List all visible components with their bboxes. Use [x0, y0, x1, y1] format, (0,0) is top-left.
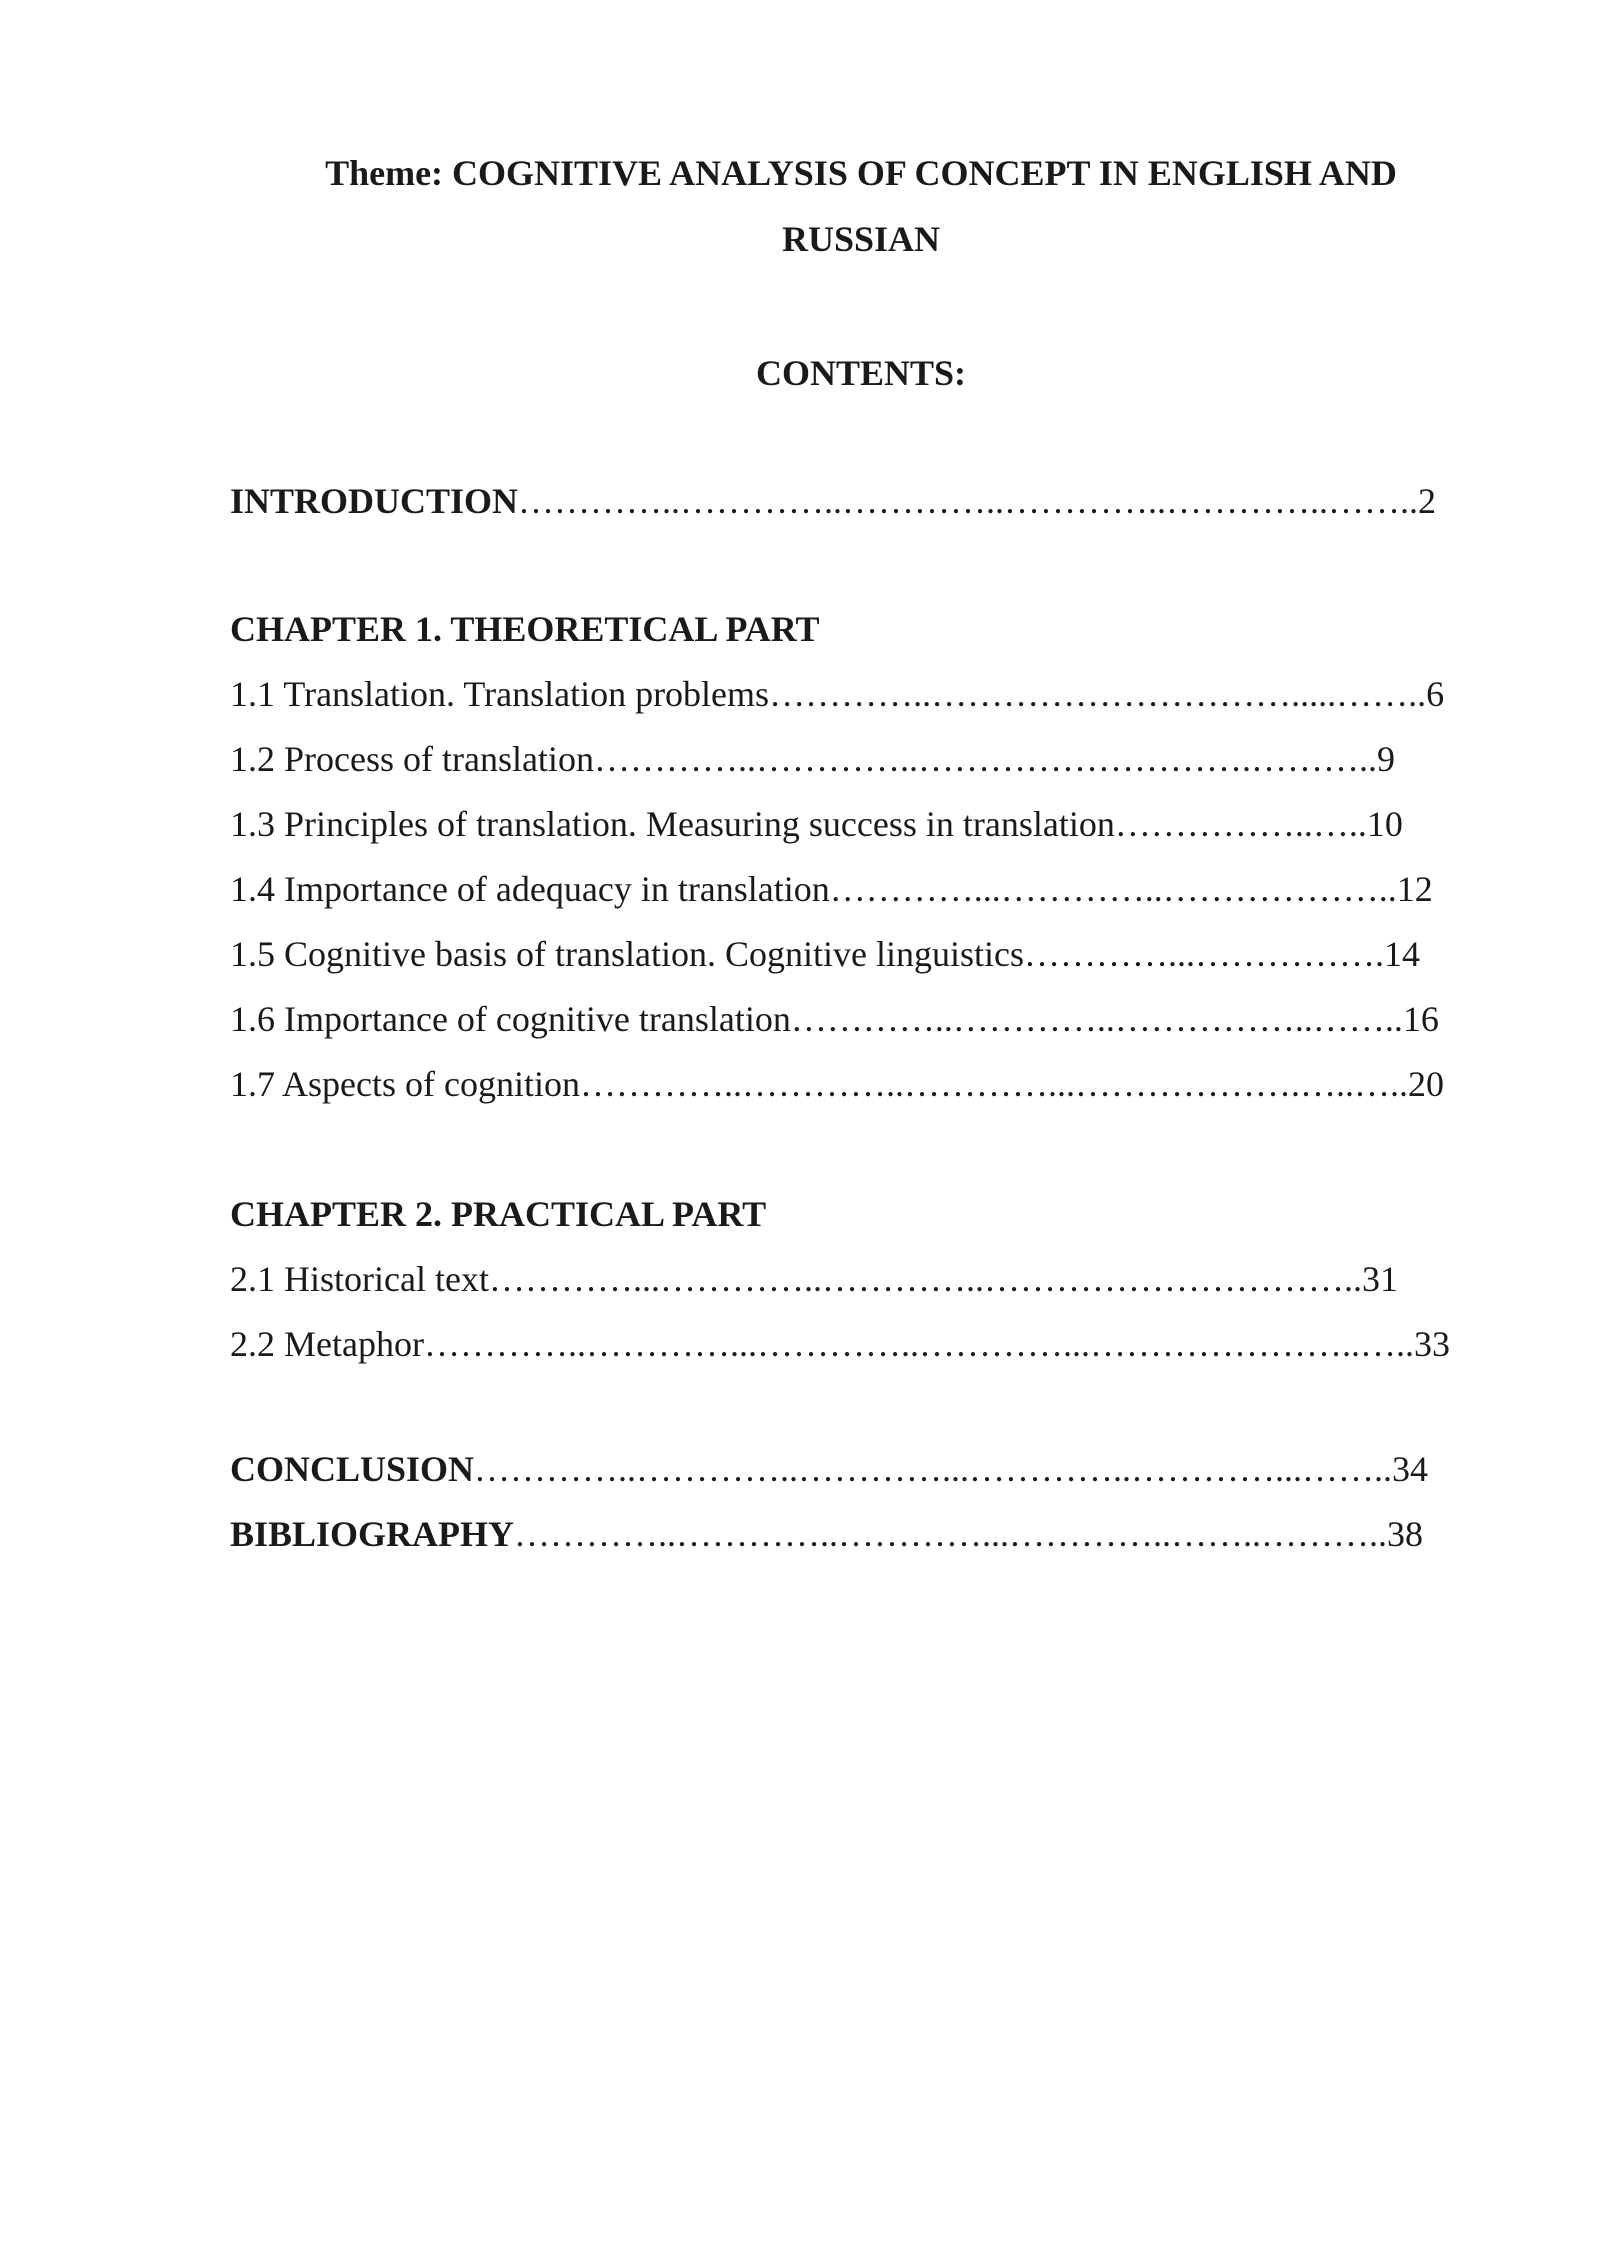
toc-page-number: 31 [1361, 1259, 1398, 1299]
toc-entry-label: 1.1 Translation. Translation problems [230, 674, 770, 714]
toc-entry-label: 2.1 Historical text [230, 1259, 489, 1299]
toc-page-number: 38 [1387, 1514, 1424, 1554]
toc-leader-dots: …………..…………..……………………….……….. [593, 739, 1377, 779]
toc-entry-1-1 [230, 661, 1444, 727]
toc-page-number: 9 [1376, 739, 1395, 779]
contents-heading: CONTENTS: [755, 353, 967, 393]
toc-leader-dots: …………..…………..…………..…………..…………..…….. [518, 481, 1419, 521]
toc-leader-dots: …………...…………..……………….. [829, 869, 1397, 909]
toc-entry-label: BIBLIOGRAPHY [230, 1514, 515, 1554]
toc-entry-label: INTRODUCTION [230, 481, 519, 521]
toc-entry-introduction [230, 468, 1436, 534]
toc-entry-label: 1.3 Principles of translation. Measuring success in translation [230, 804, 1115, 844]
toc-entry-2-1 [230, 1246, 1398, 1312]
toc-page-number: 16 [1402, 999, 1439, 1039]
toc-page-number: 12 [1396, 869, 1433, 909]
toc-entry-label: 1.4 Importance of adequacy in translation [230, 869, 830, 909]
title-line-2: RUSSIAN [781, 219, 941, 259]
toc-leader-dots: …………..…………...…………..…………...…………………..….. [423, 1324, 1414, 1364]
toc-leader-dots: …………..…………..…………...…………..……..……….. [514, 1514, 1388, 1554]
toc-entry-label: CONCLUSION [230, 1449, 475, 1489]
toc-leader-dots: …………..…………..……………..…….. [790, 999, 1403, 1039]
toc-page-number: 34 [1392, 1449, 1429, 1489]
toc-page-number: 14 [1383, 934, 1420, 974]
toc-leader-dots: …………..…………..…………...……………….…..….. [579, 1064, 1408, 1104]
toc-entry-label: 1.5 Cognitive basis of translation. Cognitive linguistics [230, 934, 1024, 974]
toc-entry-1-6 [230, 986, 1439, 1052]
toc-page-number: 6 [1426, 674, 1445, 714]
document-title [230, 140, 1492, 272]
toc-page-number: 20 [1407, 1064, 1444, 1104]
toc-entry-conclusion [230, 1436, 1428, 1502]
toc-entry-label: 1.6 Importance of cognitive translation [230, 999, 791, 1039]
toc-entry-1-2 [230, 726, 1395, 792]
toc-page-number: 33 [1413, 1324, 1450, 1364]
toc-chapter-2-heading: CHAPTER 2. PRACTICAL PART [230, 1194, 767, 1234]
toc-chapter-1-heading: CHAPTER 1. THEORETICAL PART [230, 609, 820, 649]
toc-entry-1-7 [230, 1051, 1444, 1117]
toc-page-number: 10 [1366, 804, 1403, 844]
title-line-1: Theme: COGNITIVE ANALYSIS OF CONCEPT IN ENGLISH AND [325, 153, 1397, 193]
toc-leader-dots: ……………..….. [1114, 804, 1367, 844]
toc-entry-label: 1.7 Aspects of cognition [230, 1064, 580, 1104]
toc-entry-2-2 [230, 1311, 1450, 1377]
toc-entry-1-3 [230, 791, 1403, 857]
toc-leader-dots: …………...…………..…………..………………………….. [488, 1259, 1362, 1299]
toc-leader-dots: …………...……………. [1023, 934, 1384, 974]
toc-entry-1-4 [230, 856, 1433, 922]
toc-entry-bibliography [230, 1501, 1423, 1567]
toc-entry-1-5 [230, 921, 1420, 987]
toc-entry-label: 2.2 Metaphor [230, 1324, 424, 1364]
toc-entry-label: 1.2 Process of translation [230, 739, 594, 779]
toc-page-number: 2 [1418, 481, 1437, 521]
toc-leader-dots: …………..…………..…………...…………..…………...…….. [474, 1449, 1393, 1489]
toc-leader-dots: …………..………………………….....…….. [769, 674, 1427, 714]
